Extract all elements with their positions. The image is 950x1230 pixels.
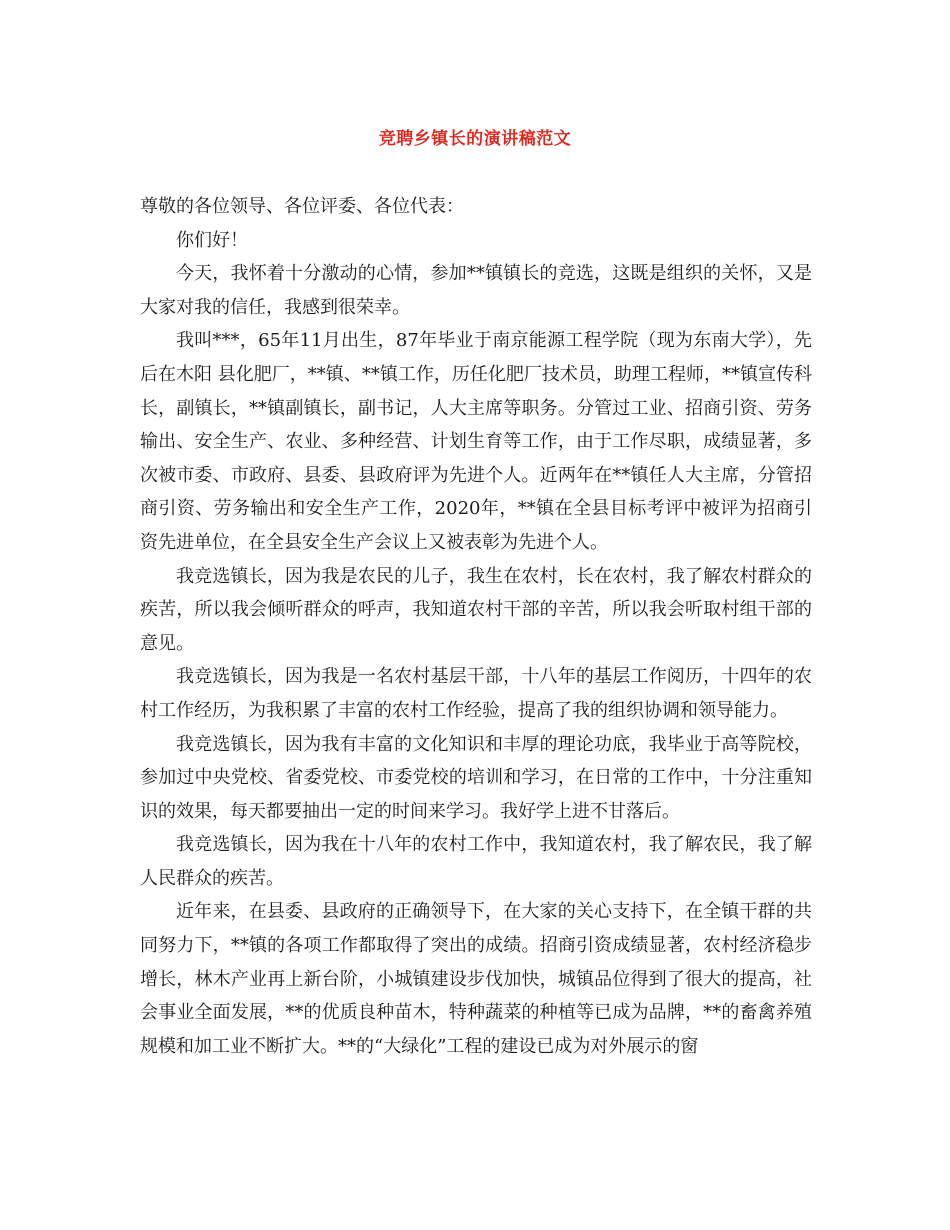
body-paragraph: 今天，我怀着十分激动的心情，参加**镇镇长的竞选，这既是组织的关怀，又是大家对我的信任，我感到很荣幸。 bbox=[140, 263, 812, 318]
body-paragraph: 近年来，在县委、县政府的正确领导下，在大家的关心支持下，在全镇干群的共同努力下，**镇的各项工作都取得了突出的成绩。招商引资成绩显著，农村经济稳步增长，林木产业再上新台阶，小城镇建设步伐加快，城镇品位得到了很大的提高，社会事业全面发展，**的优质良种苗木，特种蔬菜的种植等已成为品牌，**的畜禽养殖规模和加工业不断扩大。**的“大绿化”工程的建设已成为对外展示的窗 bbox=[140, 901, 812, 1057]
body-paragraph: 我竞选镇长，因为我是一名农村基层干部，十八年的基层工作阅历，十四年的农村工作经历，为我积累了丰富的农村工作经验，提高了我的组织协调和领导能力。 bbox=[140, 666, 812, 721]
greeting-paragraph: 你们好！ bbox=[176, 229, 248, 251]
body-paragraph: 我竞选镇长，因为我有丰富的文化知识和丰厚的理论功底，我毕业于高等院校，参加过中央党校、省委党校、市委党校的培训和学习，在日常的工作中，十分注重知识的效果，每天都要抽出一定的时间来学习。我好学上进不甘落后。 bbox=[140, 733, 812, 822]
document-body bbox=[140, 190, 812, 1063]
body-paragraph: 我竞选镇长，因为我在十八年的农村工作中，我知道农村，我了解农民，我了解人民群众的疾苦。 bbox=[140, 834, 812, 889]
salutation-paragraph: 尊敬的各位领导、各位评委、各位代表： bbox=[140, 196, 464, 217]
body-paragraph: 我竞选镇长，因为我是农民的儿子，我生在农村，长在农村，我了解农村群众的疾苦，所以我会倾听群众的呼声，我知道农村干部的辛苦，所以我会听取村组干部的意见。 bbox=[140, 565, 812, 654]
body-paragraph: 我叫***，65年11月出生，87年毕业于南京能源工程学院（现为东南大学），先后在木阳 县化肥厂，**镇、**镇工作，历任化肥厂技术员，助理工程师，**镇宣传科长，副镇长，**镇副镇长，副书记，人大主席等职务。分管过工业、招商引资、劳务输出、安全生产、农业、多种经营、计划生育等工作，由于工作尽职，成绩显著，多次被市委、市政府、县委、县政府评为先进个人。近两年在**镇任人大主席，分管招商引资、劳务输出和安全生产工作，2020年，**镇在全县目标考评中被评为招商引资先进单位，在全县安全生产会议上又被表彰为先进个人。 bbox=[140, 330, 812, 553]
document-title: 竞聘乡镇长的演讲稿范文 bbox=[378, 129, 572, 149]
